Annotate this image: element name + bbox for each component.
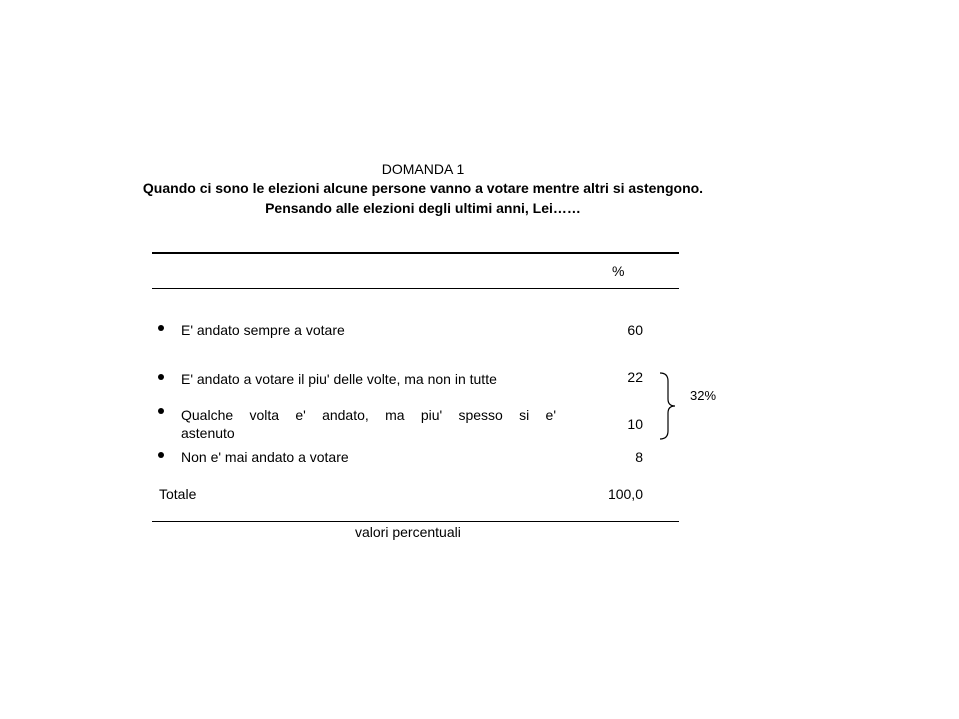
- table-top-rule: [152, 252, 679, 254]
- table-bottom-rule: [152, 521, 679, 522]
- table-header-rule: [152, 288, 679, 289]
- brace-total-percent: 32%: [690, 388, 717, 403]
- row-value-mostly-voted: 22: [627, 369, 643, 385]
- question-subtext: Pensando alle elezioni degli ultimi anni, Lei……: [265, 200, 581, 216]
- question-number: DOMANDA 1: [381, 161, 465, 177]
- row-label-mostly-voted: E' andato a votare il piu' delle volte, ma non in tutte: [181, 371, 497, 387]
- curly-brace-icon: [658, 372, 688, 440]
- row-label-sometimes-voted-line1: Qualche volta e' andato, ma piu' spesso si e': [181, 407, 556, 423]
- bullet-icon: [158, 325, 164, 331]
- table-footnote: valori percentuali: [355, 524, 461, 540]
- row-value-sometimes-voted: 10: [627, 416, 643, 432]
- bullet-icon: [158, 408, 164, 414]
- bullet-icon: [158, 452, 164, 458]
- percent-column-header: %: [612, 263, 625, 279]
- row-label-sometimes-voted-line2: astenuto: [181, 425, 235, 441]
- question-text: Quando ci sono le elezioni alcune persone vanno a votare mentre altri si astengono.: [142, 180, 704, 196]
- total-value: 100,0: [607, 486, 643, 502]
- row-label-never-voted: Non e' mai andato a votare: [181, 449, 349, 465]
- total-label: Totale: [159, 486, 197, 502]
- bullet-icon: [158, 374, 164, 380]
- row-value-never-voted: 8: [635, 449, 643, 465]
- row-label-always-voted: E' andato sempre a votare: [181, 322, 345, 338]
- row-value-always-voted: 60: [627, 322, 643, 338]
